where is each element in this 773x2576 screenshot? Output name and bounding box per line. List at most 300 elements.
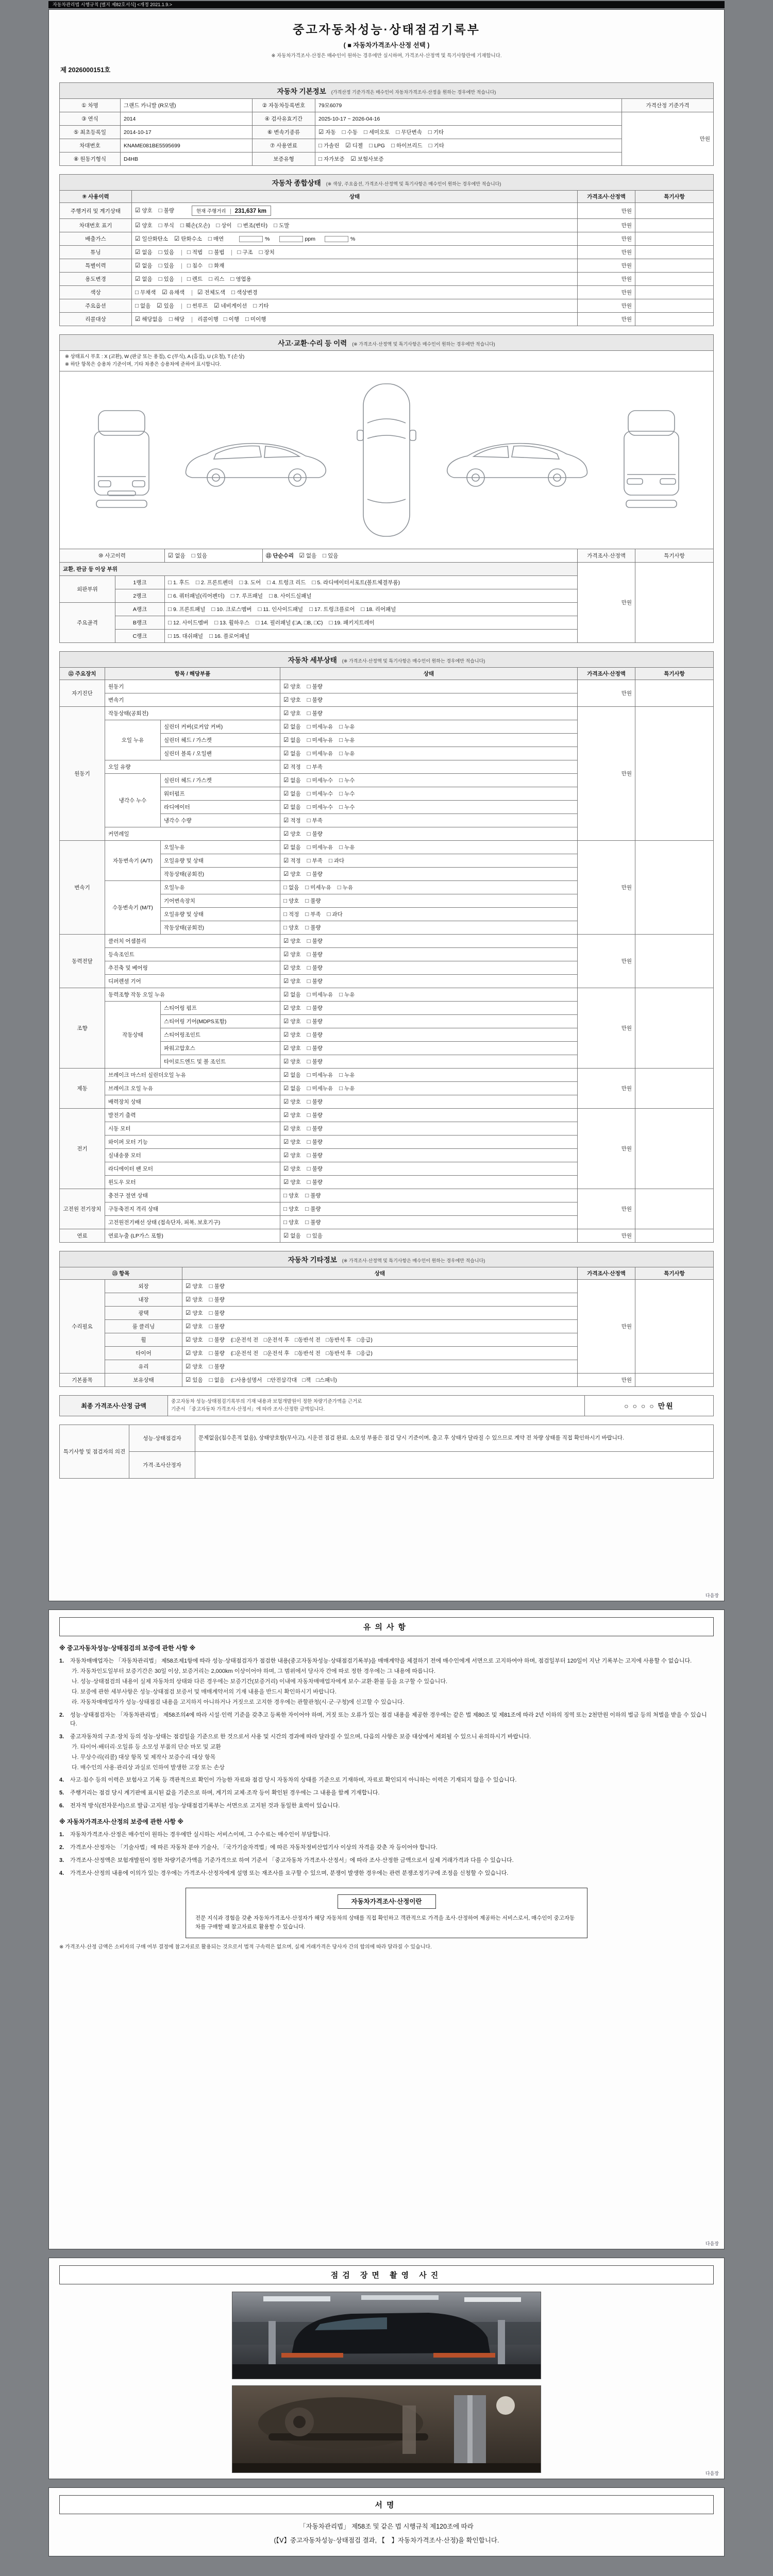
checkbox-option[interactable]: □ 3. 도어 (239, 580, 261, 586)
checkbox-option[interactable]: ☑ 양호 (283, 1139, 301, 1146)
next-page-link[interactable]: 다음장 (705, 2241, 719, 2246)
checkbox-option[interactable]: ☑ 없음 (283, 724, 301, 731)
checkbox-option[interactable]: □ 없음 (283, 885, 299, 891)
checkbox-option[interactable]: □ 이행 (223, 316, 239, 323)
value-box[interactable] (325, 236, 348, 242)
checkbox-option[interactable]: □ 2. 프론트펜더 (195, 580, 233, 586)
checkbox-option[interactable]: □ 누유 (339, 992, 355, 998)
checkbox-option[interactable]: □ 없음 (209, 1377, 225, 1384)
checkbox-option[interactable]: □ 장치 (259, 249, 275, 256)
checkbox-option[interactable]: □ 침수 (187, 263, 203, 269)
checkbox-option[interactable]: ☑ 양호 (283, 1112, 301, 1119)
empty-checkbox-icon: □ (305, 898, 309, 905)
checkbox-option[interactable]: □ 불량 (305, 898, 321, 905)
empty-checkbox-icon: □ (307, 1179, 311, 1186)
checkbox-option[interactable]: ☑ 없음 (283, 791, 301, 798)
checkbox-option[interactable]: □ 불량 (307, 1019, 323, 1025)
checked-checkbox-icon: ☑ (283, 1019, 289, 1025)
checkbox-option[interactable]: ☑ 양호 (186, 1350, 203, 1357)
next-page-link[interactable]: 다음장 (705, 1593, 719, 1598)
checkbox-option[interactable]: □ 불량 (305, 1219, 321, 1226)
checkbox-option[interactable]: □ 14. 필러패널 (□A, □B, □C) (256, 620, 323, 626)
checkbox-option[interactable]: ☑ 양호 (283, 1059, 301, 1065)
notice-section2-title: ※ 자동차가격조사·산정의 보증에 관한 사항 ※ (59, 1818, 184, 1825)
checkbox-option[interactable]: ☑ 양호 (283, 871, 301, 878)
empty-checkbox-icon: □ (223, 316, 227, 323)
checkbox-option[interactable]: □ 있음 (323, 553, 339, 560)
checked-checkbox-icon: ☑ (283, 831, 289, 838)
checkbox-option[interactable]: ☑ 네비게이션 (214, 303, 247, 309)
checkbox-option[interactable]: □ 불량 (307, 684, 323, 690)
checkbox-option[interactable]: □ 미세누수 (307, 777, 333, 784)
checkbox-option[interactable]: ☑ 양호 (186, 1337, 203, 1344)
checkbox-option[interactable]: □ 화재 (209, 263, 225, 269)
checkbox-option[interactable]: ☑ 양호 (283, 938, 301, 945)
checkbox-option[interactable]: □ 구조 (237, 249, 253, 256)
empty-checkbox-icon: □ (307, 1072, 311, 1079)
checkbox-option[interactable]: ☑ 없음 (283, 777, 301, 784)
table-row: 용도변경 ☑ 없음 □ 있음 □ 렌트 □ 리스 □ 영업용 만원 (60, 273, 714, 286)
table-row: 2랭크 □ 6. 쿼터패널(리어펜더) □ 7. 루프패널 □ 8. 사이드실패널 (60, 589, 714, 603)
checkbox-option[interactable]: □ 불량 (307, 1139, 323, 1146)
checkbox-option[interactable]: □ 양호 (283, 898, 299, 905)
empty-checkbox-icon: □ (307, 791, 311, 798)
checked-checkbox-icon: ☑ (283, 992, 289, 998)
checkbox-option[interactable]: □ 해당 (169, 316, 185, 323)
checkbox-option[interactable]: ☑ 적정 (283, 818, 301, 824)
checkbox-option[interactable]: ☑ 없음 (168, 553, 186, 560)
checked-checkbox-icon: ☑ (283, 965, 289, 972)
checkbox-option[interactable]: □ 없음 (135, 303, 151, 309)
checkbox-option[interactable]: □ 불량 (209, 1310, 225, 1317)
checked-checkbox-icon: ☑ (283, 791, 289, 798)
measurement-field[interactable]: ppm (273, 236, 315, 242)
basic-info-section (59, 82, 714, 166)
checkbox-option[interactable]: □ 가솔린 (318, 143, 340, 149)
checkbox-option[interactable]: □ 수동 (342, 129, 358, 135)
checkbox-option[interactable]: ☑ 양호 (186, 1283, 203, 1290)
checkbox-option[interactable]: □ 누유 (339, 724, 355, 731)
empty-checkbox-icon: □ (208, 236, 212, 242)
checkbox-option[interactable]: □ 불량 (307, 710, 323, 717)
checkbox-option[interactable]: □ 6. 쿼터패널(리어펜더) (168, 593, 225, 600)
notice-sub-item: 가. 자동차인도일부터 보증기간은 30일 이상, 보증거리는 2,000km 이상이어야 하며, 그 범위에서 당사자 간에 따로 정한 경우에는 그 내용에 따릅니다. (72, 1668, 436, 1675)
checkbox-option[interactable]: □ 과다 (327, 911, 343, 918)
table-row: 스티어링 기어(MDPS포함) ☑ 양호 □ 불량 (60, 1015, 714, 1028)
overall-condition-section (59, 174, 714, 326)
checkbox-option[interactable]: □ 12. 사이드멤버 (168, 620, 209, 626)
checked-checkbox-icon: ☑ (283, 844, 289, 851)
checkbox-option[interactable]: □ 썬루프 (187, 303, 208, 309)
checkbox-option[interactable]: ☑ 양호 (283, 1019, 301, 1025)
checkbox-option[interactable]: □ 17. 트렁크플로어 (309, 606, 355, 613)
empty-checkbox-icon: □ (339, 992, 343, 998)
checkbox-option[interactable]: □ 렌트 (187, 276, 203, 282)
checkbox-option[interactable]: ☑ 없음 (283, 1086, 301, 1092)
checkbox-option[interactable]: ☑ 일산화탄소 (135, 236, 169, 242)
checkbox-option[interactable]: □ 과다 (328, 858, 345, 865)
checkbox-option[interactable]: ☑ 자동 (318, 129, 336, 135)
checkbox-option[interactable]: □ 있음 (191, 553, 207, 560)
other-info-section (59, 1251, 714, 1387)
checkbox-option[interactable]: ☑ 없음 (283, 992, 301, 998)
checkbox-option[interactable]: □ 부족 (307, 818, 323, 824)
checkbox-option[interactable]: □ 부족 (307, 858, 323, 865)
checkbox-option[interactable]: ☑ 양호 (283, 710, 301, 717)
checked-checkbox-icon: ☑ (186, 1324, 191, 1330)
checkbox-option[interactable]: ☑ 양호 (283, 1153, 301, 1159)
checkbox-option[interactable]: □ 미세누유 (305, 885, 331, 891)
checked-checkbox-icon: ☑ (283, 804, 289, 811)
checked-checkbox-icon: ☑ (283, 1005, 289, 1012)
table-row: 수리필요 외장 ☑ 양호 □ 불량 만원 (60, 1280, 714, 1293)
checkbox-option[interactable]: ☑ 없음 (283, 737, 301, 744)
checkbox-option[interactable]: □ 5. 라디에이터서포트(볼트체결부품) (312, 580, 400, 586)
checkbox-option[interactable]: □ 누유 (339, 737, 355, 744)
empty-checkbox-icon: □ (307, 1233, 311, 1240)
table-row: 차대번호 KNAME081BE5595699 ⑦ 사용연료 □ 가솔린 ☑ 디젤 □ LPG □ 하이브리드 □ 기타 (60, 139, 714, 152)
checkbox-option[interactable]: □ 무단변속 (396, 129, 422, 135)
checkbox-option[interactable]: □ LPG (369, 143, 385, 149)
value-box[interactable] (279, 236, 303, 242)
checkbox-option[interactable]: □ 양호 (283, 1206, 299, 1213)
checkbox-option[interactable]: □ 있음 (158, 249, 174, 256)
checkbox-option[interactable]: ☑ 양호 (186, 1364, 203, 1370)
checkbox-option[interactable]: □ 누수 (339, 804, 355, 811)
checkbox-option[interactable]: ☑ 적정 (283, 858, 301, 865)
checkbox-option[interactable]: □ 불량 (307, 938, 323, 945)
table-row: 광택 ☑ 양호 □ 불량 (60, 1307, 714, 1320)
empty-checkbox-icon: □ (307, 777, 311, 784)
empty-checkbox-icon: □ (327, 911, 331, 918)
checkbox-option[interactable]: □ 15. 대쉬패널 (168, 633, 204, 640)
empty-checkbox-icon: □ (158, 276, 162, 282)
checkbox-option[interactable]: ☑ 양호 (283, 1005, 301, 1012)
table-row: 실린더 헤드 / 가스켓 ☑ 없음 □ 미세누유 □ 누유 (60, 734, 714, 747)
empty-checkbox-icon: □ (267, 580, 271, 586)
checkbox-option[interactable]: □ 양호 (283, 1193, 299, 1199)
checkbox-option[interactable]: □ 불량 (307, 1126, 323, 1132)
checkbox-option[interactable]: □ 적법 (187, 249, 203, 256)
table-row: B랭크 □ 12. 사이드멤버 □ 13. 휠하우스 □ 14. 필러패널 (□A, □B, □C) □ 19. 패키지트레이 (60, 616, 714, 630)
checkbox-option[interactable]: □ 불량 (307, 1045, 323, 1052)
checkbox-option[interactable]: ☑ 양호 (283, 965, 301, 972)
checkbox-option[interactable]: □ 변조(변타) (238, 223, 268, 229)
checkbox-option[interactable]: □ 불량 (209, 1350, 225, 1357)
checkbox-option[interactable]: □ 세미오토 (363, 129, 390, 135)
checkbox-option[interactable]: □ 18. 리어패널 (361, 606, 396, 613)
checkbox-option[interactable]: ☑ 양호 (283, 1179, 301, 1186)
checkbox-option[interactable]: □ 불량 (307, 1166, 323, 1173)
empty-checkbox-icon: □ (307, 871, 311, 878)
checkbox-option[interactable]: ☑ 없음 (135, 276, 153, 282)
empty-checkbox-icon: □ (307, 992, 311, 998)
checkbox-option[interactable]: □ 불량 (307, 1032, 323, 1039)
empty-checkbox-icon: □ (339, 844, 343, 851)
checkbox-option[interactable]: ☑ 양호 (135, 207, 153, 214)
damage-code-legend: ※ 상태표시 부호 : X (교환), W (판금 또는 용접), C (부식), A (흠집), U (요철), T (손상) ※ 하단 항목은 승용차 기준이며, 기타 차종은 승용차에 준하여 표시합니다. (59, 350, 714, 371)
checked-checkbox-icon: ☑ (283, 871, 289, 878)
checkbox-option[interactable]: □ 기타 (253, 303, 269, 309)
notice-section1-title: ※ 중고자동차성능·상태점검의 보증에 관한 사항 ※ (59, 1645, 196, 1652)
checkbox-option[interactable]: □ 미세누유 (307, 1086, 333, 1092)
checkbox-option[interactable]: □ 누수 (339, 791, 355, 798)
photos-title: 점검 장면 촬영 사진 (59, 2265, 714, 2284)
checkbox-option[interactable]: ☑ 양호 (283, 1032, 301, 1039)
table-row: ⑩ 사고이력 ☑ 없음 □ 있음 ⑪ 단순수리 ☑ 없음 □ 있음 가격조사·산정액 특기사항 (60, 549, 714, 563)
checkbox-option[interactable]: ☑ 없음 (283, 804, 301, 811)
section-header: 사고·교환·수리 등 이력 (※ 가격조사·산정액 및 특기사항은 매수인이 원하는 경우에만 적습니다) (59, 334, 714, 350)
notice-sub-item: 가. 타이어·배터리·오일류 등 소모성 부품의 단순 마모 및 교환 (72, 1743, 221, 1750)
measurement-field[interactable]: % (318, 236, 355, 242)
empty-checkbox-icon: □ (339, 751, 343, 757)
checked-checkbox-icon: ☑ (283, 818, 289, 824)
checkbox-option[interactable]: ☑ 없음 (135, 249, 153, 256)
empty-checkbox-icon: □ (307, 831, 311, 838)
checkbox-option[interactable]: □ 리스 (209, 276, 225, 282)
checked-checkbox-icon: ☑ (283, 1179, 289, 1186)
table-row: 고전원 전기장치 충전구 절연 상태 □ 양호 □ 불량 만원 (60, 1189, 714, 1202)
checkbox-option[interactable]: □ 불량 (158, 207, 174, 214)
checkbox-option[interactable]: □ 부족 (305, 911, 321, 918)
empty-checkbox-icon: □ (168, 593, 172, 600)
checkbox-option[interactable]: □ 불량 (307, 871, 323, 878)
checkbox-option[interactable]: □ 누수 (339, 777, 355, 784)
checkbox-option[interactable]: □ 기타 (428, 129, 444, 135)
checkbox-option[interactable]: □ 불량 (307, 978, 323, 985)
table-row: 냉각수 누수 실린더 헤드 / 가스켓 ☑ 없음 □ 미세누수 □ 누수 (60, 774, 714, 787)
page-title: 중고자동차성능·상태점검기록부 (293, 23, 480, 36)
checkbox-option[interactable]: ☑ 유채색 (162, 290, 185, 296)
checkbox-option[interactable]: □ 8. 사이드실패널 (268, 593, 312, 600)
checkbox-option[interactable]: □ 양호 (283, 925, 299, 931)
table-row: 주행거리 및 계기상태 ☑ 양호 □ 불량 현재 주행거리 231,637 km 만원 (60, 203, 714, 219)
checkbox-option[interactable]: ☑ 양호 (283, 978, 301, 985)
value-box[interactable] (239, 236, 263, 242)
checkbox-option[interactable]: □ 있음 (158, 263, 174, 269)
checkbox-option[interactable]: □ 불량 (305, 1206, 321, 1213)
checkbox-option[interactable]: ☑ 디젤 (345, 143, 363, 149)
checkbox-option[interactable]: ☑ 양호 (283, 697, 301, 704)
checkbox-option[interactable]: □ 하이브리드 (391, 143, 423, 149)
checkbox-option[interactable]: □ 불량 (307, 831, 323, 838)
table-row: 오일유량 및 상태 □ 적정 □ 부족 □ 과다 (60, 908, 714, 921)
empty-checkbox-icon: □ (253, 303, 257, 309)
checkbox-option[interactable]: □ 색상변경 (231, 290, 258, 296)
checkbox-option[interactable]: ☑ 없음 (283, 844, 301, 851)
notice-item: 5. 주행거리는 점검 당시 계기판에 표시된 값을 기준으로 하며, 계기의 교체·조작 등이 확인된 경우에는 그 내용을 함께 기재합니다. (59, 1790, 380, 1797)
checkbox-option[interactable]: □ 1. 후드 (168, 580, 190, 586)
checked-checkbox-icon: ☑ (283, 710, 289, 717)
table-row: 주요옵션 □ 없음 ☑ 있음 □ 썬루프 ☑ 네비게이션 □ 기타 만원 (60, 299, 714, 313)
checkbox-option[interactable]: □ 불량 (209, 1283, 225, 1290)
checkbox-option[interactable]: □ 불량 (209, 1337, 225, 1344)
empty-checkbox-icon: □ (339, 791, 343, 798)
checkbox-option[interactable]: ☑ 없음 (283, 751, 301, 757)
table-row: 제동 브레이크 마스터 실린더오일 누유 ☑ 없음 □ 미세누유 □ 누유 만원 (60, 1069, 714, 1082)
table-row: 스티어링조인트 ☑ 양호 □ 불량 (60, 1028, 714, 1042)
checkbox-option[interactable]: □ 불량 (209, 1324, 225, 1330)
checkbox-option[interactable]: □ 무채색 (135, 290, 156, 296)
empty-checkbox-icon: □ (305, 1193, 309, 1199)
checkbox-option[interactable]: □ 있음 (158, 276, 174, 282)
checkbox-option[interactable]: ☑ 양호 (283, 1126, 301, 1132)
empty-checkbox-icon: □ (168, 633, 172, 640)
empty-checkbox-icon: □ (307, 1019, 311, 1025)
checkbox-option[interactable]: □ 불량 (209, 1297, 225, 1303)
empty-checkbox-icon: □ (209, 1377, 213, 1384)
checked-checkbox-icon: ☑ (318, 129, 324, 135)
checkbox-option[interactable]: ☑ 양호 (283, 952, 301, 958)
checkbox-option[interactable]: ☑ 있음 (186, 1377, 203, 1384)
checkbox-option[interactable]: ☑ 없음 (299, 553, 317, 560)
section-header: 자동차 종합상태 (※ 색상, 주요옵션, 가격조사·산정액 및 특기사항은 매수인이 원하는 경우에만 적습니다) (59, 174, 714, 190)
checkbox-option[interactable]: □ 10. 크로스멤버 (211, 606, 252, 613)
checkbox-option[interactable]: ☑ 해당없음 (135, 316, 163, 323)
empty-checkbox-icon: □ (135, 290, 139, 296)
checkbox-option[interactable]: ☑ 탄화수소 (174, 236, 202, 242)
table-row: 기어변속장치 □ 양호 □ 불량 (60, 894, 714, 908)
checkbox-option[interactable]: □ 훼손(오손) (180, 223, 210, 229)
checkbox-option[interactable]: ☑ 양호 (186, 1310, 203, 1317)
empty-checkbox-icon: □ (283, 885, 287, 891)
checkbox-option[interactable]: ☑ 없음 (135, 263, 153, 269)
checked-checkbox-icon: ☑ (283, 1032, 289, 1039)
empty-checkbox-icon: □ (307, 818, 311, 824)
checkbox-option[interactable]: □ 미세누유 (307, 992, 333, 998)
empty-checkbox-icon: □ (369, 143, 373, 149)
checkbox-option[interactable]: ☑ 보험사보증 (350, 156, 384, 162)
checkbox-option[interactable]: □ 미세누유 (307, 737, 333, 744)
checked-checkbox-icon: ☑ (283, 751, 289, 757)
checkbox-option[interactable]: □ 누유 (339, 1086, 355, 1092)
empty-checkbox-icon: □ (158, 207, 162, 214)
empty-checkbox-icon: □ (283, 911, 287, 918)
table-row: 주요골격 A랭크 □ 9. 프론트패널 □ 10. 크로스멤버 □ 11. 인사이드패널 □ 17. 트렁크플로어 □ 18. 리어패널 (60, 603, 714, 616)
empty-checkbox-icon: □ (339, 737, 343, 744)
checkbox-option[interactable]: □ 누유 (337, 885, 354, 891)
checkbox-option[interactable]: □ 불량 (209, 1364, 225, 1370)
checkbox-option[interactable]: □ 상이 (216, 223, 232, 229)
measurement-field[interactable]: % (233, 236, 270, 242)
remark-column-header: 특기사항 (635, 549, 714, 563)
checkbox-option[interactable]: □ 미세누수 (307, 791, 333, 798)
checkbox-option[interactable]: ☑ 양호 (186, 1324, 203, 1330)
empty-checkbox-icon: □ (168, 620, 172, 626)
checkbox-option[interactable]: ☑ 적정 (283, 764, 301, 771)
checkbox-option[interactable]: □ 7. 루프패널 (230, 593, 263, 600)
checked-checkbox-icon: ☑ (283, 1059, 289, 1065)
notice-sub-item: 나. 성능·상태점검의 내용이 실제 자동차의 상태와 다른 경우에는 보증기간(보증거리) 이내에 자동차매매업자에게 보수·교환·환불 등을 요구할 수 있습니다. (72, 1679, 448, 1685)
checkbox-option[interactable]: □ 누유 (339, 844, 355, 851)
checkbox-option[interactable]: □ 11. 인사이드패널 (258, 606, 304, 613)
empty-checkbox-icon: □ (230, 276, 234, 282)
notice-title: 유의사항 (59, 1617, 714, 1636)
checkbox-option[interactable]: ☑ 양호 (186, 1297, 203, 1303)
table-row: 수동변속기 (M/T) 오일누유 □ 없음 □ 미세누유 □ 누유 (60, 881, 714, 894)
empty-checkbox-icon: □ (187, 263, 191, 269)
checkbox-option[interactable]: □ 있음 (307, 1233, 323, 1240)
checkbox-option[interactable]: □ 불량 (307, 952, 323, 958)
checkbox-option[interactable]: ☑ 양호 (283, 1045, 301, 1052)
checkbox-option[interactable]: □ 4. 트렁크 리드 (267, 580, 306, 586)
checkbox-option[interactable]: □ 도말 (274, 223, 290, 229)
checkbox-option[interactable]: □ 불량 (307, 1179, 323, 1186)
checkbox-option[interactable]: □ 누유 (339, 1072, 355, 1079)
checkbox-option[interactable]: □ 불량 (307, 1153, 323, 1159)
checkbox-option[interactable]: □ 불량 (305, 1193, 321, 1199)
empty-checkbox-icon: □ (307, 952, 311, 958)
checkbox-option[interactable]: □ 불법 (209, 249, 225, 256)
checkbox-option[interactable]: □ 누유 (339, 751, 355, 757)
checked-checkbox-icon: ☑ (283, 1072, 289, 1079)
checkbox-option[interactable]: ☑ 양호 (283, 1099, 301, 1106)
checkbox-option[interactable]: ☑ 양호 (283, 831, 301, 838)
checkbox-option[interactable]: □ 미세누유 (307, 724, 333, 731)
empty-checkbox-icon: □ (214, 620, 219, 626)
next-page-link[interactable]: 다음장 (705, 2471, 719, 2476)
table-row: 실린더 블록 / 오일팬 ☑ 없음 □ 미세누유 □ 누유 (60, 747, 714, 760)
checkbox-option[interactable]: □ 자가보증 (318, 156, 345, 162)
empty-checkbox-icon: □ (307, 724, 311, 731)
checkbox-option[interactable]: □ 기타 (428, 143, 444, 149)
checkbox-option[interactable]: □ 미세누수 (307, 804, 333, 811)
table-row: 고전원전기배선 상태 (접속단자, 피복, 보호기구) □ 양호 □ 불량 (60, 1216, 714, 1229)
empty-checkbox-icon: □ (428, 143, 432, 149)
checkbox-option[interactable]: □ 9. 프론트패널 (168, 606, 206, 613)
checkbox-option[interactable]: □ 미이행 (245, 316, 266, 323)
empty-checkbox-icon: □ (258, 606, 262, 613)
checkbox-option[interactable]: □ 불량 (307, 1099, 323, 1106)
checkbox-option[interactable]: □ 불량 (307, 697, 323, 704)
empty-checkbox-icon: □ (339, 777, 343, 784)
checked-checkbox-icon: ☑ (299, 553, 305, 560)
checkbox-option[interactable]: □ 영업용 (230, 276, 251, 282)
checkbox-option[interactable]: □ 미세누유 (307, 1072, 333, 1079)
checked-checkbox-icon: ☑ (186, 1377, 191, 1384)
checkbox-option[interactable]: □ 불량 (305, 925, 321, 931)
notice-body (59, 1643, 714, 1952)
checkbox-option[interactable]: ☑ 양호 (135, 223, 153, 229)
checkbox-option[interactable]: □ 13. 휠하우스 (214, 620, 250, 626)
checkbox-option[interactable]: ☑ 양호 (283, 684, 301, 690)
checkbox-option[interactable]: □ 16. 플로어패널 (209, 633, 250, 640)
checkbox-option[interactable]: ☑ 양호 (283, 1166, 301, 1173)
checkbox-option[interactable]: □ 미세누유 (307, 751, 333, 757)
checkbox-option[interactable]: □ 불량 (307, 1005, 323, 1012)
checkbox-option[interactable]: □ 부식 (158, 223, 174, 229)
checkbox-option[interactable]: ☑ 없음 (283, 1072, 301, 1079)
checkbox-option[interactable]: □ 19. 패키지트레이 (329, 620, 375, 626)
checkbox-option[interactable]: ☑ 있음 (157, 303, 174, 309)
checkbox-option[interactable]: □ 양호 (283, 1219, 299, 1226)
checkbox-option[interactable]: □ 매연 (208, 236, 224, 242)
checkbox-option[interactable]: □ 부족 (307, 764, 323, 771)
other-info-table (59, 1267, 714, 1387)
empty-checkbox-icon: □ (209, 249, 213, 256)
checked-checkbox-icon: ☑ (162, 290, 167, 296)
checkbox-option[interactable]: ☑ 없음 (283, 1233, 301, 1240)
empty-checkbox-icon: □ (329, 620, 333, 626)
checkbox-option[interactable]: □ 미세누유 (307, 844, 333, 851)
checkbox-option[interactable]: □ 불량 (307, 965, 323, 972)
table-row: ③ 연식 2014 ④ 검사유효기간 2025-10-17 ~ 2026-04-16 만원 (60, 112, 714, 126)
checkbox-option[interactable]: ☑ 전체도색 (197, 290, 226, 296)
checkbox-option[interactable]: □ 불량 (307, 1059, 323, 1065)
empty-checkbox-icon: □ (307, 737, 311, 744)
checkbox-option[interactable]: □ 불량 (307, 1112, 323, 1119)
checkbox-option[interactable]: □ 적정 (283, 911, 299, 918)
